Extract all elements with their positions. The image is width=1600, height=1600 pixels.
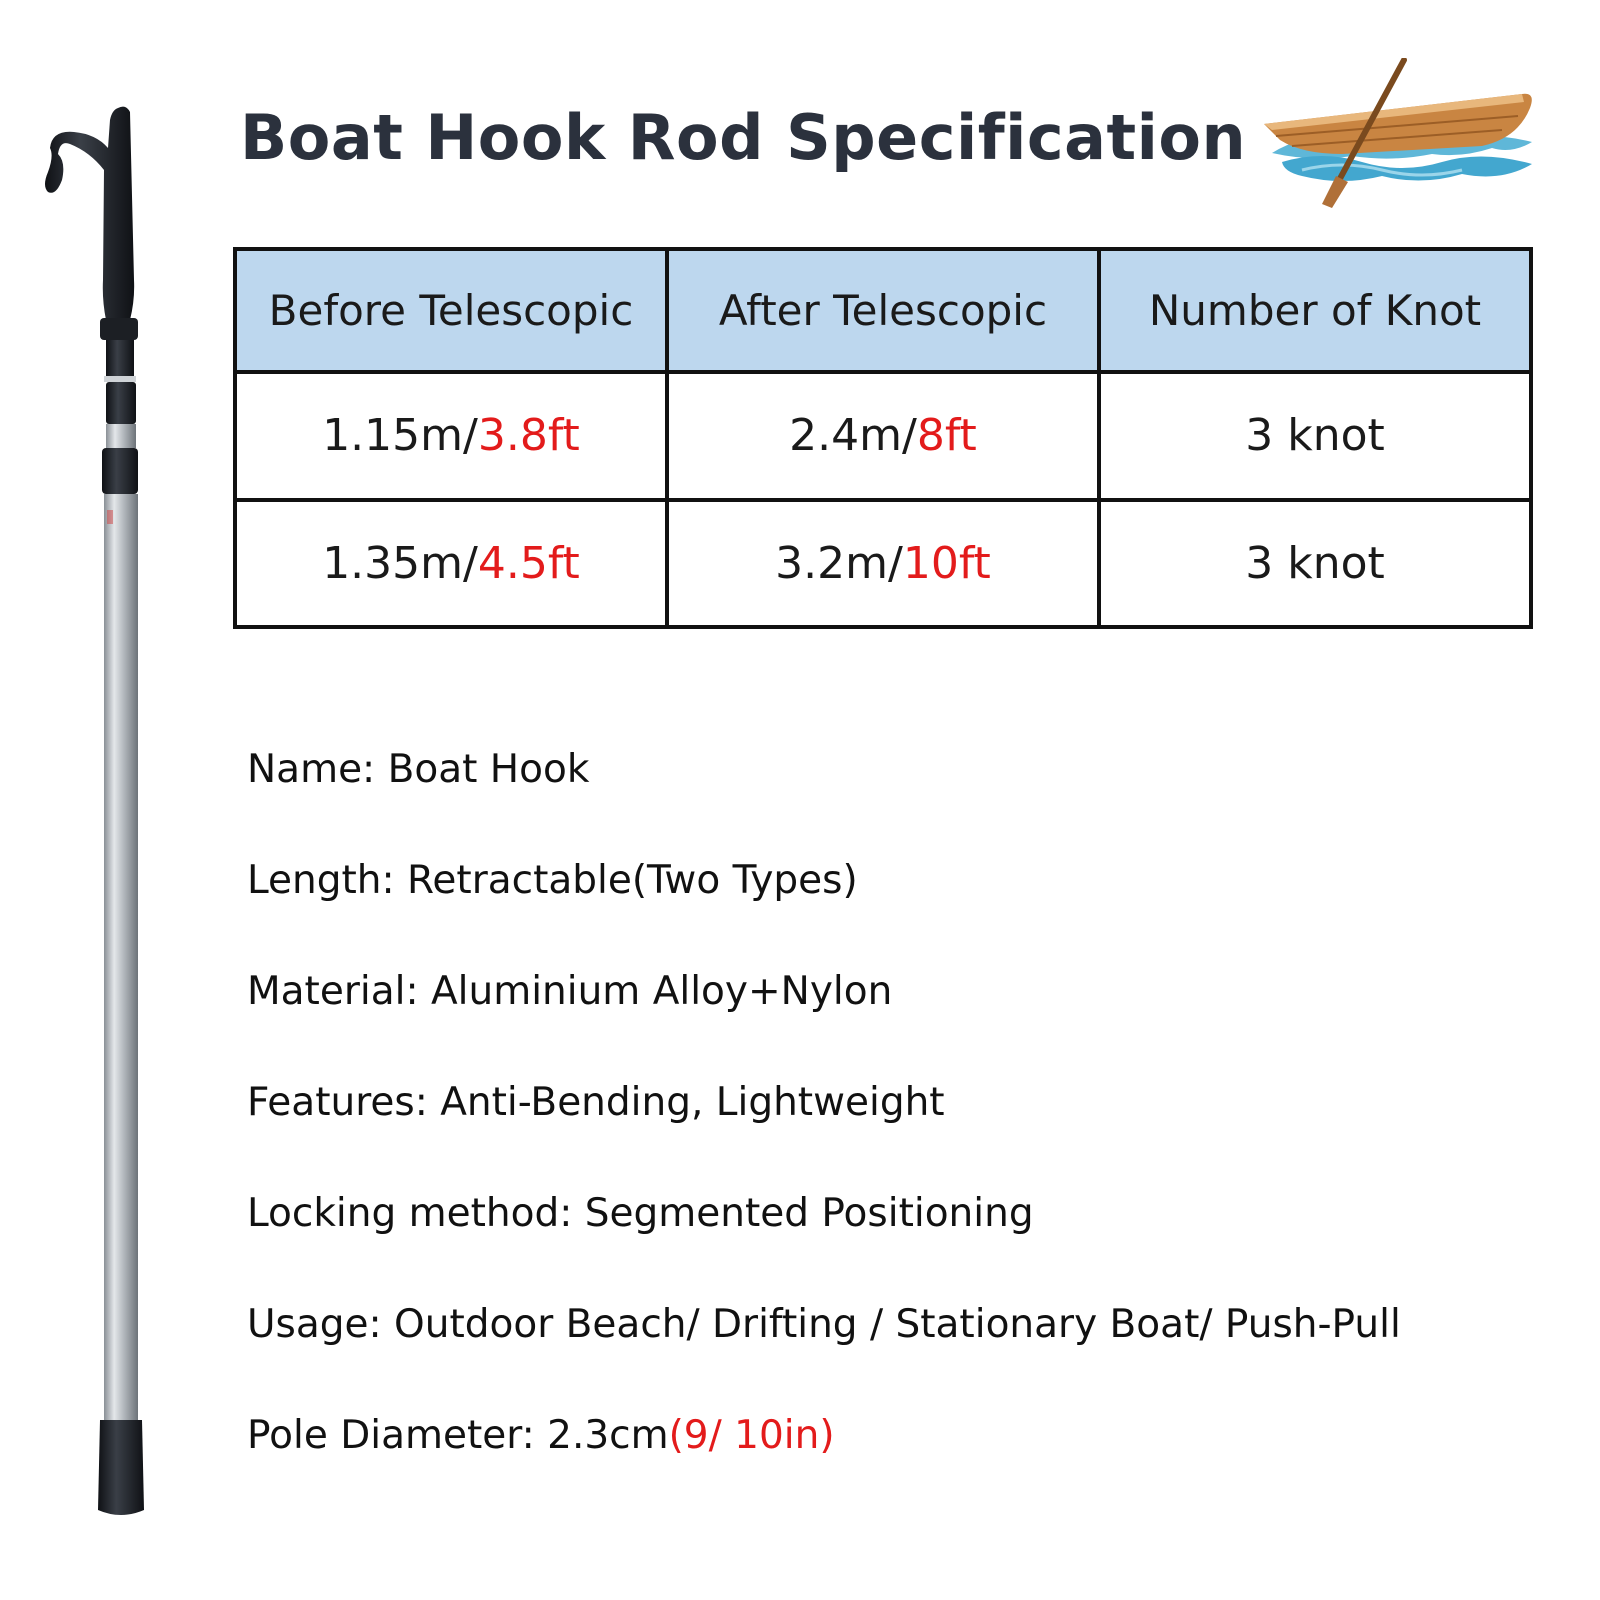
spec-diameter — [247, 1411, 1577, 1522]
header-after-telescopic: After Telescopic — [667, 249, 1099, 372]
spec-material: Material: Aluminium Alloy+Nylon — [247, 969, 893, 1014]
feet-value: 8ft — [916, 410, 977, 462]
feet-value: 10ft — [902, 537, 991, 589]
rowboat-with-oar-icon — [1262, 58, 1542, 208]
table-row — [235, 500, 1531, 628]
metric-value: 1.15m/ — [322, 410, 478, 462]
spec-name: Name: Boat Hook — [247, 747, 590, 792]
table-header-row — [235, 249, 1531, 372]
knot-cell: 3 knot — [1099, 500, 1531, 628]
spec-locking: Locking method: Segmented Positioning — [247, 1191, 1034, 1236]
feet-value: 3.8ft — [477, 410, 580, 462]
spec-features: Features: Anti-Bending, Lightweight — [247, 1080, 945, 1125]
before-cell — [235, 500, 667, 628]
feet-value: 4.5ft — [477, 537, 580, 589]
page-title: Boat Hook Rod Specification — [240, 100, 1247, 174]
after-cell — [667, 372, 1099, 499]
spec-length: Length: Retractable(Two Types) — [247, 858, 858, 903]
title-bar — [212, 92, 1247, 182]
spec-table — [233, 247, 1533, 629]
diameter-label: Pole Diameter: 2.3cm — [247, 1413, 669, 1458]
knot-cell: 3 knot — [1099, 372, 1531, 499]
spec-usage: Usage: Outdoor Beach/ Drifting / Stationary Boat/ Push-Pull — [247, 1302, 1401, 1347]
spec-list — [247, 745, 1577, 1522]
metric-value: 3.2m/ — [775, 537, 903, 589]
after-cell — [667, 500, 1099, 628]
header-before-telescopic: Before Telescopic — [235, 249, 667, 372]
diameter-inches: (9/ 10in) — [668, 1413, 835, 1458]
metric-value: 1.35m/ — [322, 537, 478, 589]
metric-value: 2.4m/ — [789, 410, 917, 462]
boat-hook-pole-image — [40, 100, 150, 1520]
header-number-of-knot: Number of Knot — [1099, 249, 1531, 372]
table-row — [235, 372, 1531, 499]
before-cell — [235, 372, 667, 499]
